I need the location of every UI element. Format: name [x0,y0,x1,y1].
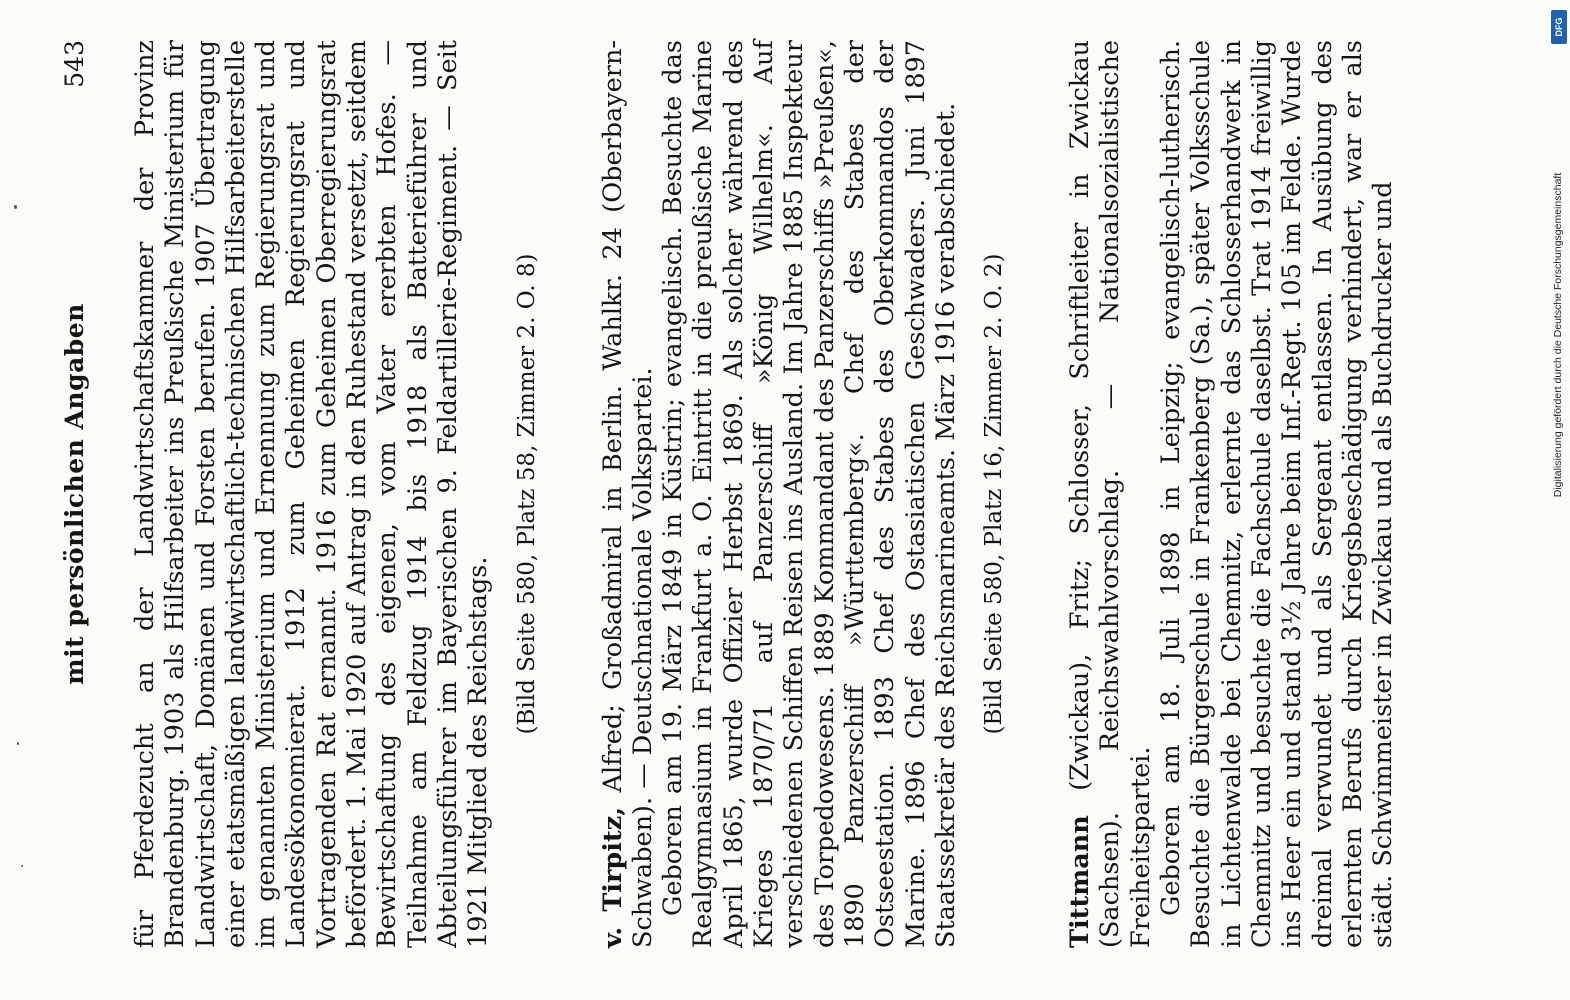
entry-paragraph: Geboren am 18. Juli 1898 in Leipzig; evangelisch-lutherisch. Besuchte die Bürgerschule in Frankenberg (Sa.), später Volksschule in Lichtenwalde bei Chemnitz, erlernte das Schlosserhandwerk in Chemnitz und besuchte die Fachschule daselbst. Trat 1914 freiwillig ins Heer ein und stand 3½ Jahre beim Inf.-Regt. 105 im Felde. Wurde dreimal verwundet und als Sergeant entlassen. In Ausübung des erlernten Berufs durch Kriegsbeschädigung verhindert, war er als städt. Schwimmeister in Zwickau und als Buchdrucker und [1156,40,1399,948]
photo-caption: (Bild Seite 580, Platz 16, Zimmer 2. O. 2) [981,253,1008,735]
scan-speck [21,865,23,867]
digitization-credit: Digitalisierung gefördert durch die Deutsche Forschungsgemeinschaft [1552,172,1564,498]
entry-paragraph: Geboren am 19. März 1849 in Küstrin; evangelisch. Besuchte das Realgymnasium in Frankfurt a. O. Eintritt in die preußische Marine April 1865, wurde Offizier Herbst 1869. Als solcher während des Krieges 1870/71 auf Panzerschiff »König Wilhelm«. Auf verschiedenen Schiffen Reisen ins Ausland. Im Jahre 1885 Inspekteur des Torpedowesens. 1889 Kommandant des Panzerschiffs »Preußen«, 1890 Panzerschiff »Württemberg«. Chef des Stabes der Ostseestation. 1893 Chef des Stabes des Oberkommandos der Marine. 1896 Chef des Ostasiatischen Geschwaders. Juni 1897 Staatssekretär des Reichsmarineamts. März 1916 verabschiedet. [658,40,961,948]
entry-continuation [130,40,540,948]
entry-paragraph: für Pferdezucht an der Landwirtschaftskammer der Provinz Brandenburg. 1903 als Hilfsarbeiter ins Preußische Ministerium für Landwirtschaft, Domänen und Forsten berufen. 1907 Übertragung einer etatsmäßigen landwirtschaftlich-technischen Hilfsarbeiterstelle im genannten Ministerium und Ernennung zum Regierungsrat und Landesökonomierat. 1912 zum Geheimen Regierungsrat und Vortragenden Rat ernannt. 1916 zum Geheimen Oberregierungsrat befördert. 1. Mai 1920 auf Antrag in den Ruhestand versetzt, seitdem Bewirtschaftung des eigenen, vom Vater ererbten Hofes. — Teilnahme am Feldzug 1914 bis 1918 als Batterieführer und Abteilungsführer im Bayerischen 9. Feldartillerie-Regiment. — Seit 1921 Mitglied des Reichstags. [130,40,494,948]
scan-speck [17,742,19,745]
member-intro: Alfred; Großadmiral in Berlin. Wahlkr. 24 (Oberbayern-Schwaben). — Deutschnationale Volkspartei. [597,40,658,948]
scan-speck [14,205,17,209]
entry-tirpitz [598,40,1008,948]
page-number: 543 [60,40,89,88]
member-intro: (Zwickau), Fritz; Schlosser, Schriftleiter in Zwickau (Sachsen). Reichswahlvorschlag. — Nationalsozialistische Freiheitspartei. [1065,40,1156,948]
photo-caption: (Bild Seite 580, Platz 58, Zimmer 2. O. 8) [513,253,540,735]
running-title: mit persönlichen Angaben [60,303,89,685]
member-name: v. Tirpitz, [597,806,628,948]
dfg-logo: DFG [1551,10,1567,44]
digitization-sidebar [1548,0,1570,1000]
entry-heading [598,40,659,948]
running-head [60,40,100,948]
entry-heading [1065,40,1156,948]
entry-tittmann [1065,40,1398,948]
member-name: Tittmann [1065,815,1096,948]
